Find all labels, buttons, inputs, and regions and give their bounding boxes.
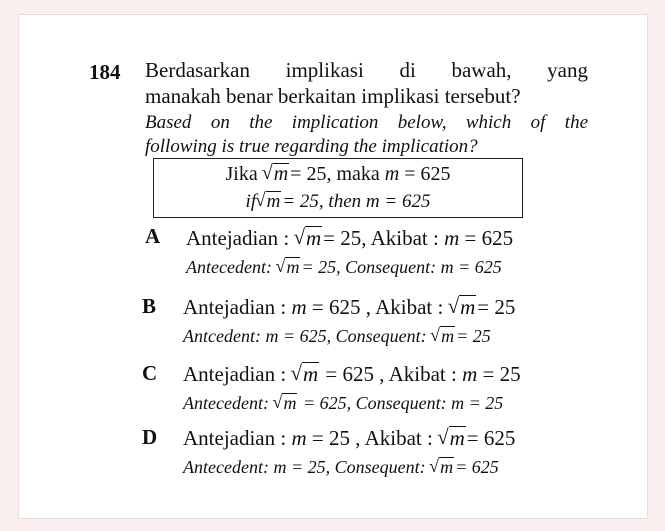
question-text-ms-line1: Berdasarkan implikasi di bawah, yang [145, 58, 588, 82]
sqrt-symbol [431, 326, 455, 347]
text: = 25, Consequent: [301, 257, 437, 277]
question-number: 184 [89, 60, 121, 84]
sqrt-symbol [273, 393, 297, 414]
label: Antcedent: [183, 326, 261, 346]
text: = 25 [477, 295, 516, 319]
implication-ms-prefix: Jika [225, 163, 258, 185]
implication-en [154, 191, 522, 213]
question-text-en-line2: following is true regarding the implication? [145, 136, 478, 157]
option-c-en[interactable] [183, 393, 503, 414]
text: = 625 , Akibat : [311, 295, 444, 319]
radicand: m [441, 326, 455, 346]
implication-ms-mid: = 25, maka [290, 163, 380, 185]
option-b-ms[interactable] [183, 295, 515, 320]
question-text-en-line1: Based on the implication below, which of the [145, 112, 588, 133]
text: = 25 [456, 326, 491, 346]
radicand: m [449, 426, 465, 450]
variable: m [440, 257, 454, 277]
radicand: m [286, 257, 300, 277]
sqrt-symbol [291, 362, 319, 387]
sqrt-symbol [276, 257, 300, 278]
option-a-en[interactable] [186, 257, 502, 278]
sqrt-symbol [449, 295, 477, 320]
variable: m [291, 426, 307, 450]
label: Antecedent: [186, 257, 272, 277]
option-c-ms[interactable] [183, 362, 521, 387]
label: Antejadian : [183, 362, 287, 386]
implication-ms [154, 163, 522, 186]
text: = 625 [466, 426, 516, 450]
implication-ms-end: = 625 [404, 163, 451, 185]
implication-en-end: = 625 [384, 191, 431, 212]
variable: m [265, 326, 279, 346]
option-a-letter[interactable]: A [145, 224, 161, 248]
option-c-letter[interactable]: C [142, 361, 158, 385]
radicand: m [273, 163, 289, 185]
implication-en-mid: = 25, then [282, 191, 362, 212]
radicand: m [266, 191, 281, 212]
variable: m [462, 362, 478, 386]
text: = 625 , Akibat : [325, 362, 457, 386]
text: = 25 [468, 393, 504, 413]
label: Antecedent: [183, 393, 269, 413]
variable: m [384, 163, 400, 185]
question-text-ms-line2: manakah benar berkaitan implikasi tersebut? [145, 84, 521, 108]
sqrt-symbol [294, 226, 322, 251]
sqrt-symbol [263, 163, 289, 186]
label: Antejadian : [183, 426, 287, 450]
option-b-letter[interactable]: B [142, 294, 157, 318]
label: Antecedent: [183, 457, 269, 477]
radicand: m [460, 295, 476, 319]
text: = 25 , Akibat : [311, 426, 433, 450]
variable: m [291, 295, 307, 319]
variable: m [365, 191, 380, 212]
implication-en-prefix: if [245, 191, 257, 212]
text: = 625, Consequent: [302, 393, 447, 413]
variable: m [451, 393, 465, 413]
text: = 625 [458, 257, 502, 277]
text: = 25, Akibat : [323, 226, 439, 250]
label: Antejadian : [186, 226, 290, 250]
radicand: m [302, 362, 319, 386]
option-a-ms[interactable] [186, 226, 513, 251]
implication-box [153, 158, 523, 218]
option-d-ms[interactable] [183, 426, 515, 451]
label: Antejadian : [183, 295, 287, 319]
option-d-letter[interactable]: D [142, 425, 158, 449]
text: = 625 [455, 457, 499, 477]
sqrt-symbol [256, 191, 281, 213]
text: = 25, Consequent: [290, 457, 426, 477]
sqrt-symbol [430, 457, 454, 478]
radicand: m [440, 457, 454, 477]
text: = 625, Consequent: [282, 326, 427, 346]
text: = 25 [482, 362, 521, 386]
option-d-en[interactable] [183, 457, 499, 478]
text: = 625 [464, 226, 514, 250]
variable: m [273, 457, 287, 477]
option-b-en[interactable] [183, 326, 491, 347]
radicand: m [305, 226, 322, 250]
radicand: m [283, 393, 297, 413]
sqrt-symbol [438, 426, 466, 451]
variable: m [444, 226, 460, 250]
